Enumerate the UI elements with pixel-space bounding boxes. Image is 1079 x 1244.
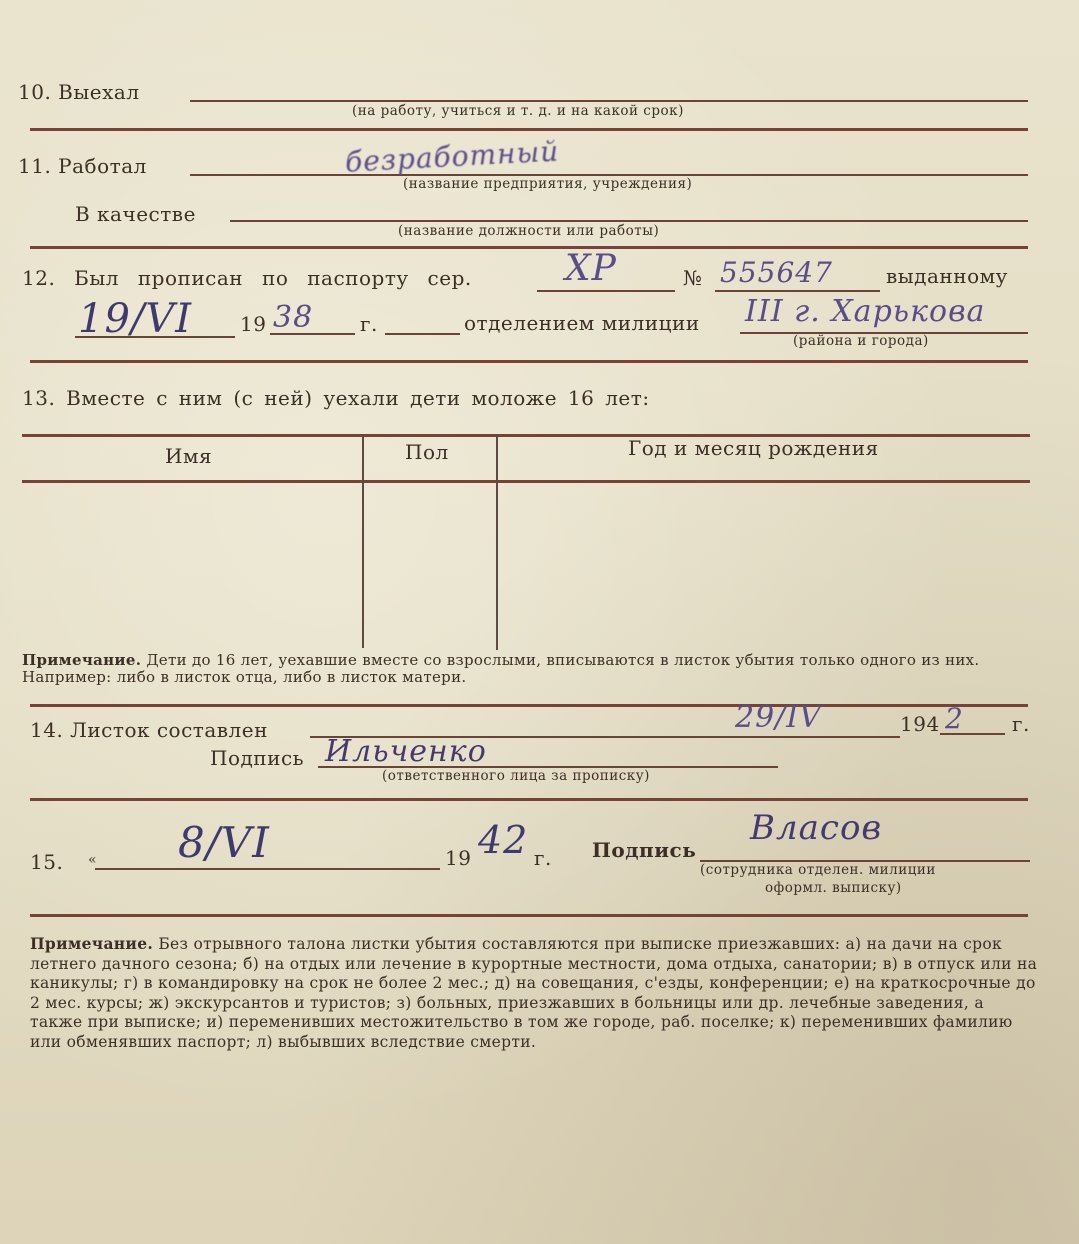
item15-caption-line1: (сотрудника отделен. милиции — [700, 862, 936, 878]
item12-caption: (района и города) — [793, 333, 929, 349]
item14-label: 14. Листок составлен — [30, 718, 268, 742]
item13-label: 13. Вместе с ним (с ней) уехали дети моложе 16 лет: — [22, 386, 650, 410]
item14-caption: (ответственного лица за прописку) — [382, 768, 650, 784]
column-header-name: Имя — [165, 444, 213, 468]
item13-note — [22, 652, 1032, 686]
item11-handwritten-value: безработный — [344, 134, 561, 179]
item10-label: 10. Выехал — [18, 80, 140, 104]
item11-sublabel: В качестве — [75, 202, 196, 226]
item12-police-value: III г. Харькова — [745, 294, 986, 329]
item15-year-prefix: 19 — [445, 846, 472, 870]
item12-series-value: ХР — [565, 248, 617, 289]
table-header-rule — [22, 480, 1030, 483]
item11-position-line — [230, 220, 1028, 222]
footnote-bold: Примечание. — [30, 934, 154, 953]
item14-year-line — [940, 733, 1005, 735]
item15-year-suffix: 42 — [478, 818, 529, 862]
divider-14-15 — [30, 798, 1028, 801]
divider-12-13 — [30, 360, 1028, 363]
item12-date-value: 19/VI — [78, 296, 193, 342]
item15-caption-line2: оформл. выписку) — [765, 880, 902, 896]
item12-label: 12. Был прописан по паспорту сер. — [22, 266, 472, 290]
item15-signature: Власов — [750, 808, 883, 848]
item14-date-value: 29/IV — [735, 700, 822, 735]
item15-date-value: 8/VI — [178, 818, 270, 867]
divider-15-footnote — [30, 914, 1028, 917]
divider-11-12 — [30, 246, 1028, 249]
item14-signature: Ильченко — [325, 734, 487, 769]
divider-10-11 — [30, 128, 1028, 131]
item15-signature-label: Подпись — [592, 838, 697, 862]
item15-quote: « — [88, 852, 98, 868]
item10-field-line — [190, 100, 1028, 102]
footnote — [30, 934, 1040, 1052]
item12-g-line — [385, 333, 460, 335]
footnote-text: Без отрывного талона листки убытия составляются при выписке приезжавших: а) на дачи на срок летнего дачного сезона; б) на отдых или лечение в курортные местности, дома отдыха, санатории; в) в отпуск или на каникулы; г) в командировку на срок не более 2 мес.; д) на совещания, с'езды, конференции; е) на краткосрочные до 2 мес. курсы; ж) экскурсантов и туристов; з) больных, приезжавших в больницы или др. лечебные заведения, а также при выписке; и) переменивших местожительство в том же городе, раб. поселке; к) переменивших фамилию или обменявших паспорт; л) выбывших вследствие смерти. — [30, 935, 1038, 1051]
table-top-rule — [22, 434, 1030, 437]
item11-caption2: (название должности или работы) — [398, 223, 660, 239]
item11-label: 11. Работал — [18, 154, 147, 178]
item12-year-line — [270, 333, 355, 335]
item13-note-text: Дети до 16 лет, уехавшие вместе со взрослыми, вписываются в листок убытия только одного из них. Например: либо в листок отца, либо в листок матери. — [22, 651, 980, 686]
table-divider-2 — [496, 434, 498, 650]
item15-g: г. — [534, 846, 552, 870]
item12-g: г. — [360, 312, 378, 336]
item12-number-label: № — [683, 266, 703, 290]
item12-year-suffix: 38 — [273, 300, 314, 335]
item13-note-bold: Примечание. — [22, 651, 142, 669]
item12-police-label: отделением милиции — [464, 311, 700, 335]
item12-date-line — [75, 336, 235, 338]
item10-caption: (на работу, учиться и т. д. и на какой срок) — [352, 103, 684, 119]
item14-year-suffix: 2 — [945, 702, 964, 735]
item12-issued: выданному — [886, 264, 1008, 288]
item12-series-line — [537, 290, 675, 292]
item15-date-line — [95, 868, 440, 870]
divider-13-14 — [30, 704, 1028, 707]
item12-number-value: 555647 — [720, 256, 833, 289]
item12-year-prefix: 19 — [240, 312, 267, 336]
item12-number-line — [715, 290, 880, 292]
table-divider-1 — [362, 436, 364, 648]
column-header-sex: Пол — [405, 440, 449, 464]
item14-year-prefix: 194 — [900, 712, 940, 736]
item14-signature-label: Подпись — [210, 746, 305, 770]
item15-label: 15. — [30, 850, 64, 874]
item14-g: г. — [1012, 712, 1030, 736]
item11-caption1: (название предприятия, учреждения) — [403, 176, 693, 192]
column-header-birth: Год и месяц рождения — [628, 436, 879, 460]
